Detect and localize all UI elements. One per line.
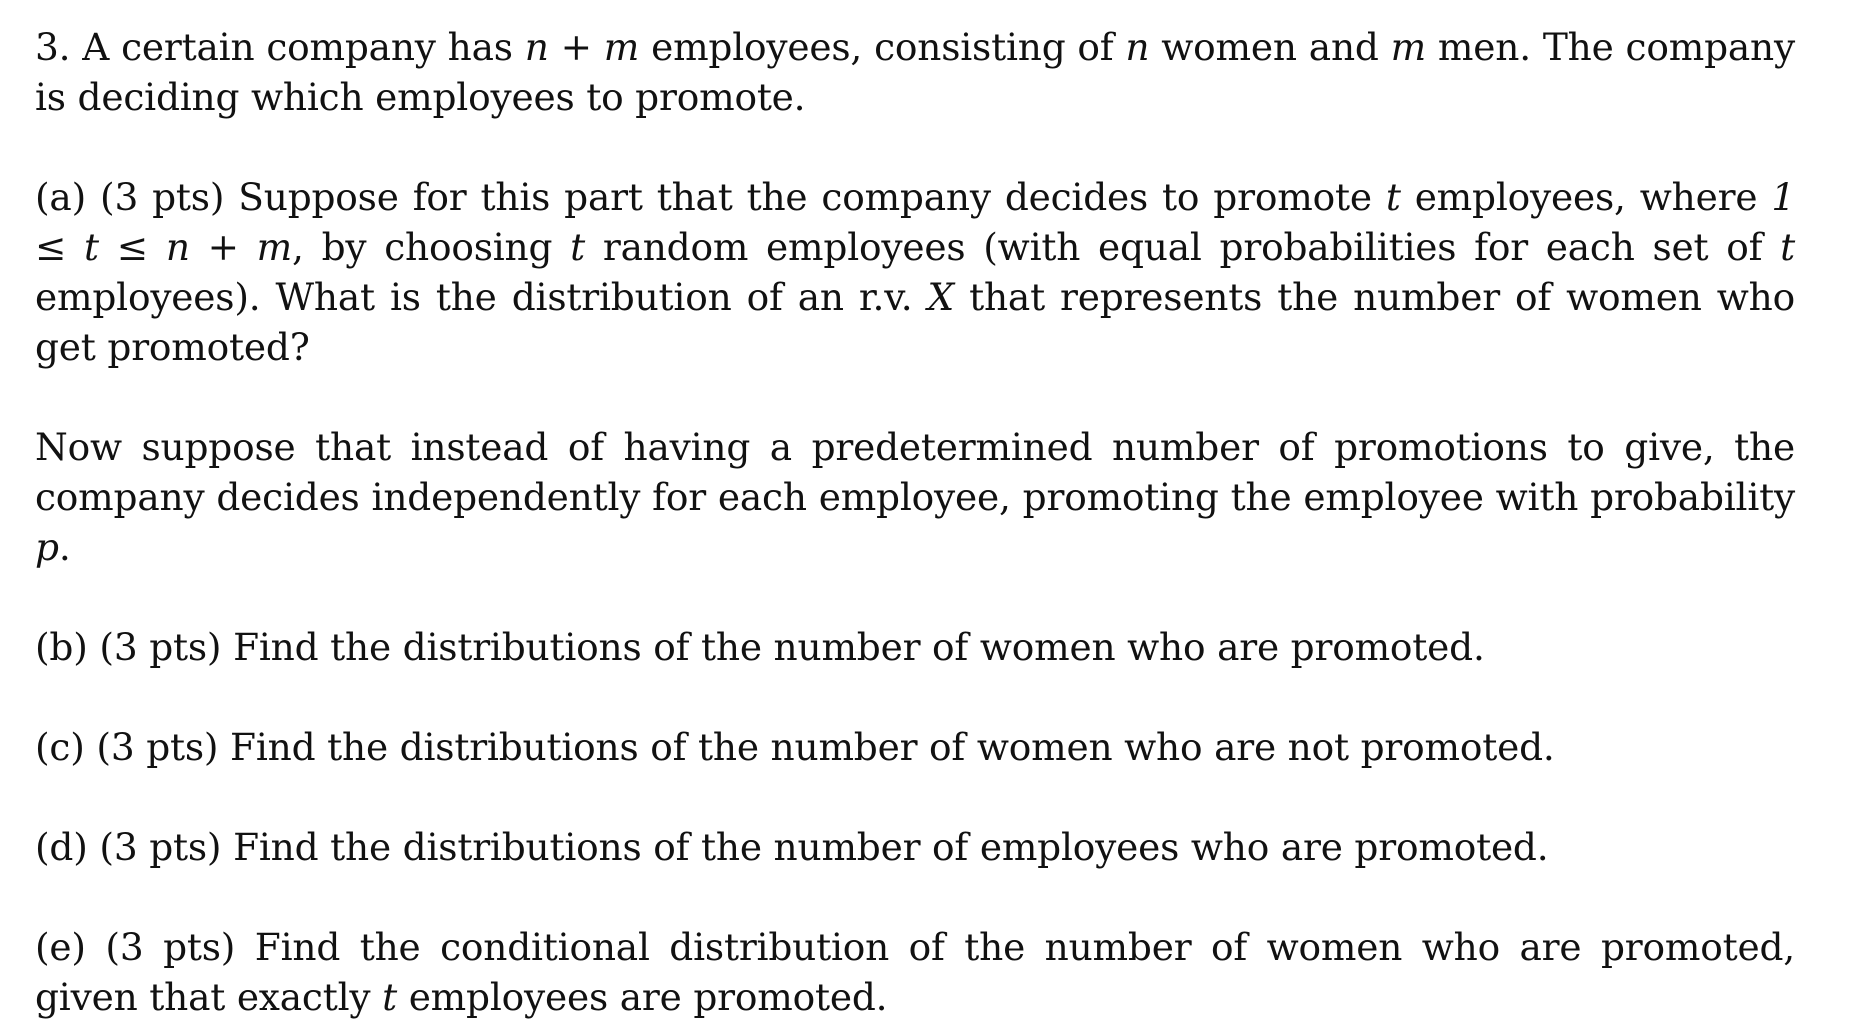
text-segment: Now suppose that instead of having a predetermined number of promotions to give, the company decides independently for each employee, promoting the employee with probability [35, 425, 1807, 519]
text-segment: employees). What is the distribution of an r.v. [35, 225, 1807, 319]
transition-paragraph [35, 422, 1807, 572]
text-segment: 3. A certain company has [35, 25, 525, 69]
part-e [35, 922, 1807, 1022]
math-expression: t [1385, 175, 1401, 219]
spacer [35, 872, 1795, 922]
text-segment: women and [1149, 25, 1391, 69]
text-segment: . [58, 525, 71, 569]
text-segment: employees, where [1400, 175, 1772, 219]
problem-intro [35, 22, 1807, 122]
math-expression: t [570, 225, 586, 269]
spacer [35, 372, 1795, 422]
math-expression: t [1780, 225, 1795, 269]
math-expression: n + m [524, 25, 640, 69]
part-d [35, 822, 1795, 872]
text-segment: (a) (3 pts) Suppose for this part that the company decides to promote [35, 175, 1386, 219]
text-segment: (d) (3 pts) Find the distributions of the number of employees who are promoted. [35, 825, 1549, 869]
text-segment: employees are promoted. [396, 975, 888, 1019]
text-segment: (c) (3 pts) Find the distributions of the number of women who are not promoted. [35, 725, 1555, 769]
spacer [35, 772, 1795, 822]
spacer [35, 572, 1795, 622]
part-c [35, 722, 1795, 772]
spacer [35, 672, 1795, 722]
spacer [35, 122, 1795, 172]
math-expression: p [35, 525, 59, 569]
text-segment: that represents the number of women who get promoted? [35, 275, 1807, 369]
text-segment: (e) (3 pts) Find the conditional distribution of the number of women who are promoted, given that exactly [35, 925, 1807, 1019]
math-expression: m [1390, 25, 1426, 69]
text-segment: (b) (3 pts) Find the distributions of the number of women who are promoted. [35, 625, 1485, 669]
math-expression: t [382, 975, 397, 1019]
problem-page [35, 22, 1807, 1022]
math-expression: 1 ≤ t ≤ n + m [35, 175, 1795, 269]
text-segment: random employees (with equal probabilities for each set of [585, 225, 1781, 269]
math-expression: X [927, 275, 955, 319]
part-a [35, 172, 1807, 372]
math-expression: n [1125, 25, 1150, 69]
text-segment: men. The company is deciding which employees to promote. [35, 25, 1807, 119]
text-segment: , by choosing [292, 225, 571, 269]
text-segment: employees, consisting of [639, 25, 1126, 69]
part-b [35, 622, 1795, 672]
